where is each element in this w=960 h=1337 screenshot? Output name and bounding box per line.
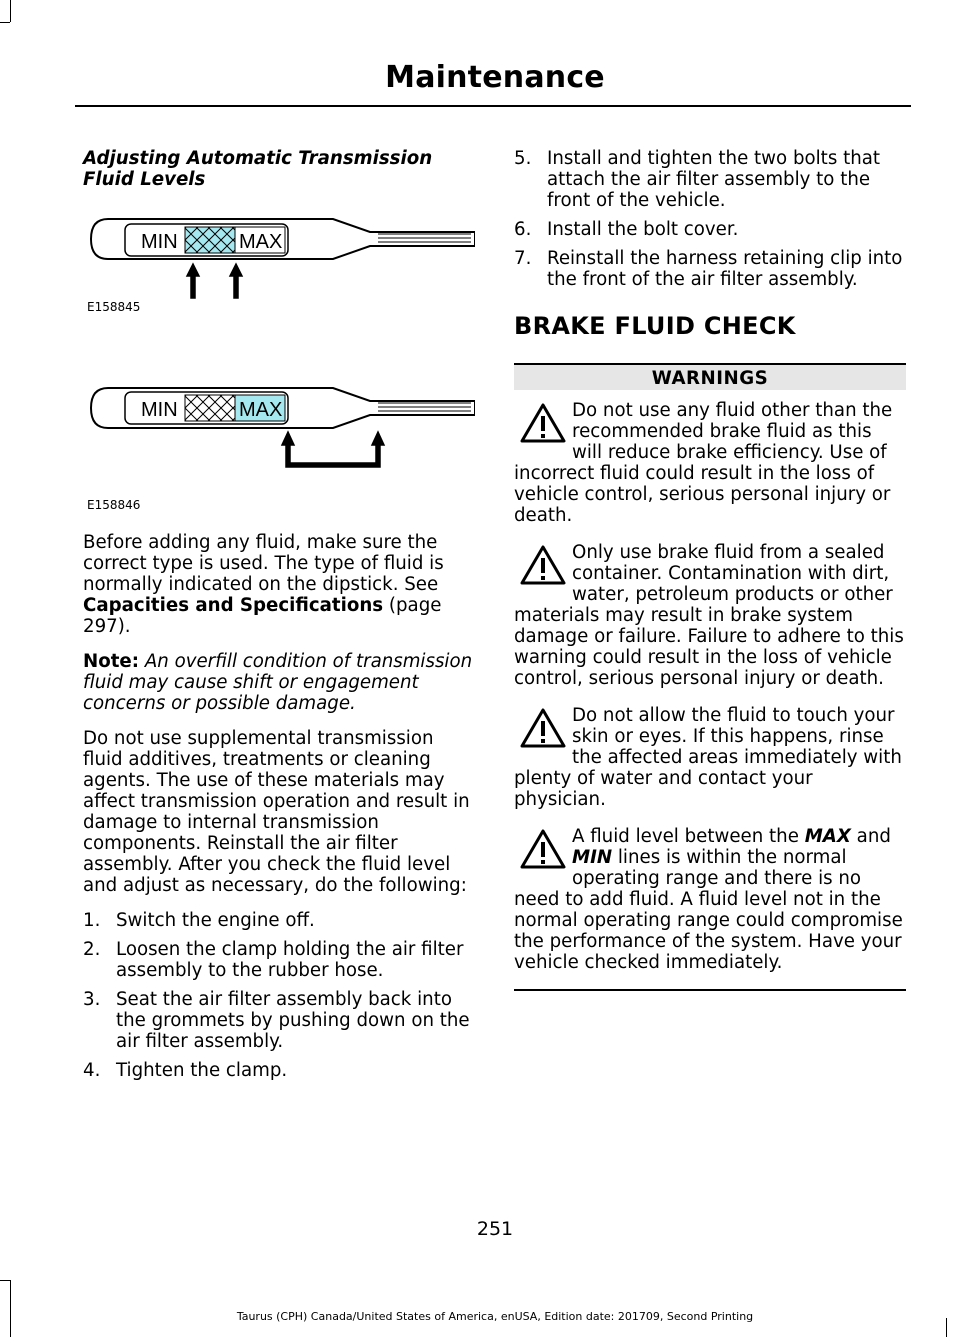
- note: [83, 651, 475, 714]
- warning-triangle-icon: [520, 542, 566, 588]
- warning-text: Do not use any fluid other than the recommended brake fluid as this will reduce brake efficiency. Use of incorrect fluid could result in the loss of vehicle control, serious personal injury or death.: [514, 400, 893, 526]
- steps-list: [83, 910, 475, 1081]
- warning-item: [514, 542, 906, 689]
- list-item: [514, 148, 906, 211]
- warning-item: [514, 400, 906, 526]
- footer-text: Taurus (CPH) Canada/United States of America, enUSA, Edition date: 201709, Second Printing: [236, 1310, 754, 1323]
- warnings-header: WARNINGS: [514, 363, 906, 390]
- step-text: Install and tighten the two bolts that attach the air filter assembly to the front of the vehicle.: [547, 148, 881, 211]
- warning-item: [514, 826, 906, 973]
- step-number: 5.: [514, 148, 532, 169]
- warning-text: A fluid level between the: [572, 826, 805, 847]
- warning-text: Do not allow the fluid to touch your skin or eyes. If this happens, rinse the affected areas immediately with plenty of water and contact your physician.: [514, 705, 902, 810]
- steps-list: [514, 148, 906, 290]
- warning-triangle-icon: [520, 400, 566, 446]
- step-number: 7.: [514, 248, 532, 269]
- cross-reference-link[interactable]: Capacities and Specifications: [83, 595, 384, 616]
- list-item: [83, 910, 475, 931]
- min-label: MIN: [141, 231, 178, 253]
- step-text: Loosen the clamp holding the air filter assembly to the rubber hose.: [116, 939, 464, 981]
- dipstick-illustration: [83, 378, 475, 508]
- max-label: MAX: [239, 231, 283, 253]
- min-label: MIN: [141, 399, 178, 421]
- crop-mark: [0, 22, 10, 23]
- min-term: MIN: [572, 847, 613, 868]
- list-item: [514, 219, 906, 240]
- dipstick-figure-1: [83, 198, 475, 318]
- crop-mark: [10, 1280, 11, 1337]
- header-rule: [75, 105, 911, 107]
- list-item: [83, 939, 475, 981]
- figure-id: E158846: [87, 498, 141, 512]
- max-term: MAX: [804, 826, 851, 847]
- paragraph-text: Before adding any fluid, make sure the correct type is used. The type of fluid is normally indicated on the dipstick. See: [83, 532, 444, 595]
- page-reference: (page 297).: [83, 595, 442, 637]
- warning-triangle-icon: [520, 826, 566, 872]
- crop-mark: [0, 1280, 10, 1281]
- page-number: 251: [476, 1218, 514, 1240]
- max-label: MAX: [239, 399, 283, 421]
- section-heading: BRAKE FLUID CHECK: [514, 312, 796, 340]
- crop-mark: [10, 0, 11, 22]
- left-column: [83, 148, 475, 1089]
- warning-text: and: [850, 826, 891, 847]
- step-number: 3.: [83, 989, 101, 1010]
- step-number: 6.: [514, 219, 532, 240]
- paragraph: Do not use supplemental transmission fluid additives, treatments or cleaning agents. The use of these materials may affect transmission operation and result in damage to internal transmission components. Reinstall the air filter assembly. After you check the fluid level and adjust as necessary, do the following:: [83, 728, 470, 896]
- list-item: [83, 989, 475, 1052]
- warning-triangle-icon: [520, 705, 566, 751]
- right-column: [514, 148, 906, 991]
- step-number: 1.: [83, 910, 101, 931]
- list-item: [514, 248, 906, 290]
- note-label: Note:: [83, 651, 140, 672]
- warning-text: lines is within the normal operating range and there is no need to add fluid. A fluid level not in the normal operating range could compromise the performance of the system. Have your vehicle checked immediately.: [514, 847, 903, 973]
- step-number: 2.: [83, 939, 101, 960]
- list-item: [83, 1060, 475, 1081]
- step-text: Switch the engine off.: [116, 910, 315, 931]
- page-header-title: Maintenance: [385, 60, 605, 95]
- step-text: Seat the air filter assembly back into the grommets by pushing down on the air filter assembly.: [116, 989, 470, 1052]
- note-text: An overfill condition of transmission fluid may cause shift or engagement concerns or possible damage.: [83, 651, 473, 714]
- warnings-end-rule: [514, 989, 906, 991]
- warning-item: [514, 705, 906, 810]
- figure-id: E158845: [87, 300, 141, 314]
- dipstick-illustration: [83, 198, 475, 318]
- step-text: Tighten the clamp.: [116, 1060, 288, 1081]
- dipstick-figure-2: [83, 378, 475, 512]
- subheading: Adjusting Automatic Transmission Fluid Levels: [83, 148, 433, 190]
- warning-text: Only use brake fluid from a sealed container. Contamination with dirt, water, petroleum products or other materials may result in brake system damage or failure. Failure to adhere to this warning could result in the loss of vehicle control, serious personal injury or death.: [514, 542, 904, 689]
- step-text: Reinstall the harness retaining clip into the front of the air filter assembly.: [547, 248, 903, 290]
- step-number: 4.: [83, 1060, 101, 1081]
- step-text: Install the bolt cover.: [547, 219, 739, 240]
- paragraph: [83, 532, 475, 637]
